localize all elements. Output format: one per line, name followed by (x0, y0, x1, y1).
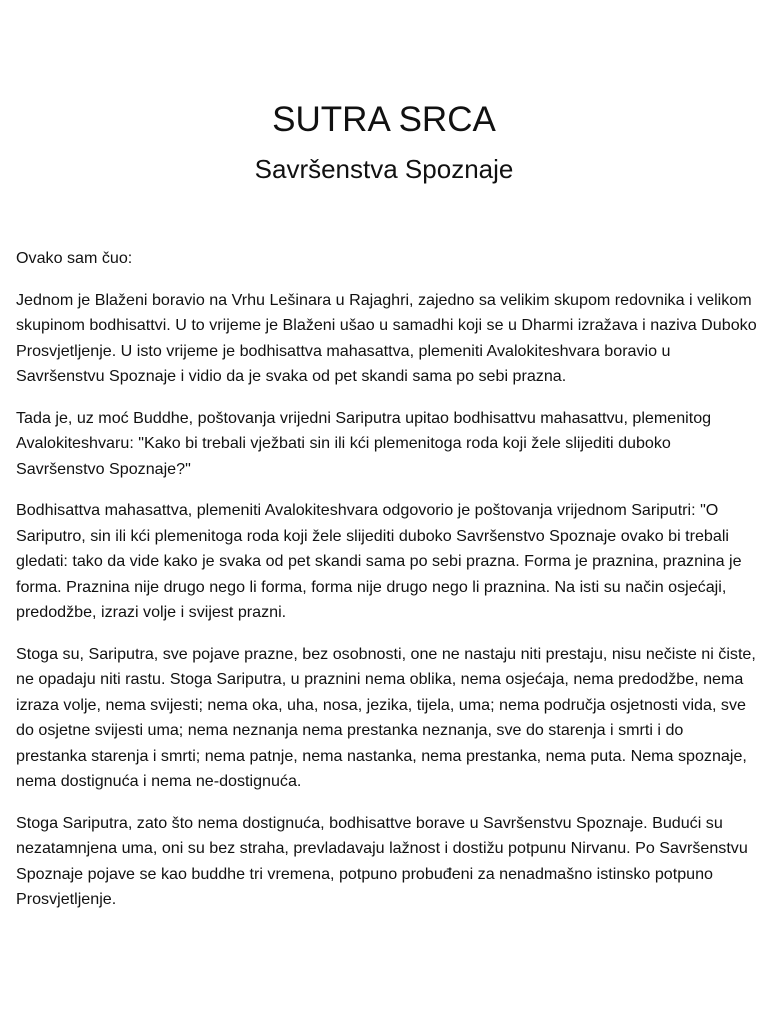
paragraph: Stoga su, Sariputra, sve pojave prazne, bez osobnosti, one ne nastaju niti prestaju, nisu nečiste ni čiste, ne opadaju niti rastu. Stoga Sariputra, u praznini nema oblika, nema osjećaja, nema predodžbe, nema izraza volje, nema svijesti; nema oka, uha, nosa, jezika, tijela, uma; nema područja osjetnosti vida, sve do osjetne svijesti uma; nema neznanja nema prestanka neznanja, sve do starenja i smrti i do prestanka starenja i smrti; nema patnje, nema nastanka, nema prestanka, nema puta. Nema spoznaje, nema dostignuća i nema ne-dostignuća. (16, 644, 756, 790)
paragraph: Jednom je Blaženi boravio na Vrhu Lešinara u Rajaghri, zajedno sa velikim skupom redovnika i velikom skupinom bodhisattvi. U to vrijeme je Blaženi ušao u samadhi koji se u Dharmi izražava i naziva Duboko Prosvjetljenje. U isto vrijeme je bodhisattva mahasattva, plemeniti Avalokiteshvara boravio u Savršenstvu Spoznaje i vidio da je svaka od pet skandi sama po sebi prazna. (16, 290, 757, 385)
paragraph: Stoga Sariputra, zato što nema dostignuća, bodhisattve borave u Savršenstvu Spoznaje. Budući su nezatamnjena uma, oni su bez straha, prevladavaju lažnost i dostižu potpunu Nirvanu. Po Savršenstvu Spoznaje pojave se kao buddhe tri vremena, potpuno probuđeni za nenadmašno istinsko potpuno Prosvjetljenje. (16, 813, 748, 908)
paragraph: Tada je, uz moć Buddhe, poštovanja vrijedni Sariputra upitao bodhisattvu mahasattvu, plemenitog Avalokiteshvaru: "Kako bi trebali vježbati sin ili kći plemenitoga roda koji žele slijediti duboko Savršenstvo Spoznaje?" (16, 408, 712, 478)
document-subtitle: Savršenstva Spoznaje (254, 154, 514, 184)
paragraph: Bodhisattva mahasattva, plemeniti Avalokiteshvara odgovorio je poštovanja vrijednom Sariputri: "O Sariputro, sin ili kći plemenitoga roda koji žele slijediti duboko Savršenstvo Spoznaje ovako bi trebali gledati: tako da vide kako je svaka od pet skandi sama po sebi prazna. Forma je praznina, praznina je forma. Praznina nije drugo nego li forma, forma nije drugo nego li praznina. Na isti su način osjećaji, predodžbe, izrazi volje i svijest prazni. (16, 501, 742, 621)
document-body (16, 246, 758, 929)
document-title: SUTRA SRCA (272, 100, 496, 139)
paragraph-intro: Ovako sam čuo: (16, 249, 133, 267)
